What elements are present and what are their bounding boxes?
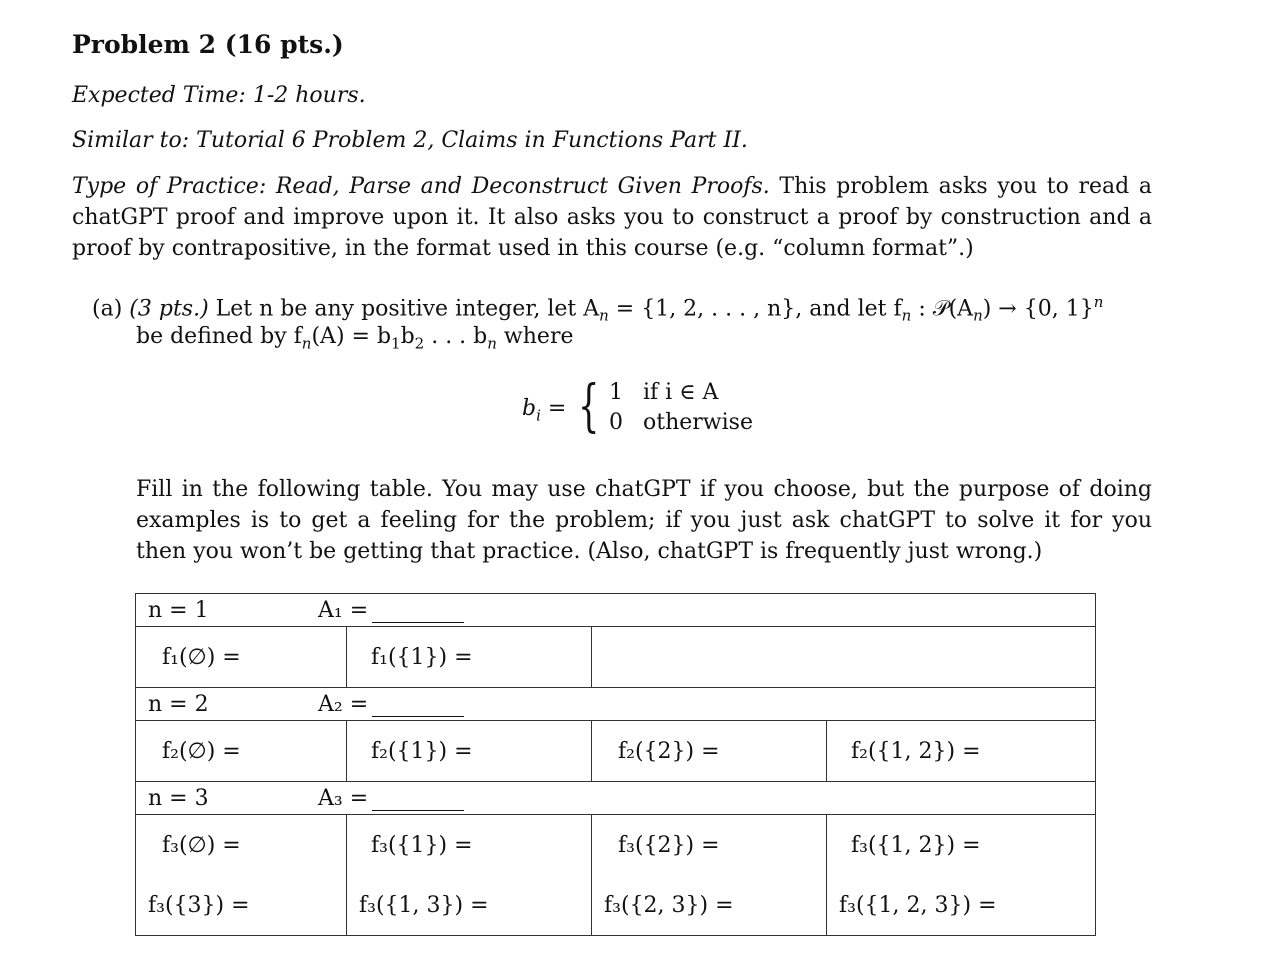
part-a-line2: be defined by $f_n(A) = b_1b_2$ . . . $b_n$ where bbox=[136, 324, 574, 353]
problem-title: Problem 2 (16 pts.) bbox=[72, 30, 344, 59]
cell-f3-1[interactable]: f₃({1}) = bbox=[347, 815, 592, 876]
part-a-line2-b: (A) = b bbox=[311, 324, 392, 349]
part-a-text-3: : 𝒫(A bbox=[911, 296, 974, 322]
cell-f2-12[interactable]: f₂({1, 2}) = bbox=[827, 721, 1096, 782]
cell-f3-13[interactable]: f₃({1, 3}) = bbox=[347, 875, 592, 936]
table-row bbox=[136, 815, 1096, 876]
cell-f1-empty[interactable]: f₁(∅) = bbox=[136, 627, 347, 688]
table-row bbox=[136, 875, 1096, 936]
a3-label: A₃ = bbox=[318, 785, 369, 811]
a3-blank[interactable] bbox=[372, 790, 464, 811]
left-brace: { bbox=[578, 374, 600, 439]
part-a-text-1: Let n be any positive integer, let A bbox=[215, 296, 600, 322]
cell-empty bbox=[592, 627, 1096, 688]
table-row bbox=[136, 594, 1096, 627]
cell-f3-23[interactable]: f₃({2, 3}) = bbox=[592, 875, 827, 936]
cell-f3-12[interactable]: f₃({1, 2}) = bbox=[827, 815, 1096, 876]
a1-label: A₁ = bbox=[318, 597, 369, 623]
cell-f2-empty[interactable]: f₂(∅) = bbox=[136, 721, 347, 782]
practice-label: Type of Practice: Read, Parse and Deconstruct Given Proofs. bbox=[72, 174, 770, 199]
part-a-line1: (a) (3 pts.) Let n be any positive integer, let $A_n = \{1$, 2, . . . , n}, and let $f_n$ : $𝒫(A_n) \to \{0$, 1}$^n$ bbox=[92, 293, 1104, 325]
part-a-label: (a) bbox=[92, 296, 123, 322]
n1-label: n = 1 bbox=[148, 597, 209, 623]
table-row bbox=[136, 721, 1096, 782]
case1-value: 1 bbox=[609, 380, 623, 405]
n3-label: n = 3 bbox=[148, 785, 209, 811]
a1-blank[interactable] bbox=[372, 602, 464, 623]
similar-to: Similar to: Tutorial 6 Problem 2, Claims in Functions Part II. bbox=[72, 128, 748, 153]
a2-blank[interactable] bbox=[372, 696, 464, 717]
part-a-points: (3 pts.) bbox=[129, 296, 209, 322]
a2-label: A₂ = bbox=[318, 691, 369, 717]
cell-f3-2[interactable]: f₃({2}) = bbox=[592, 815, 827, 876]
case2-condition: otherwise bbox=[643, 410, 753, 435]
piecewise-lhs: $b_i$ = bbox=[522, 396, 567, 425]
fill-instructions: Fill in the following table. You may use chatGPT if you choose, but the purpose of doing examples is to get a feeling for the problem; if you just ask chatGPT to solve it for you then you won’t be getting that practice. (Also, chatGPT is frequently just wrong.) bbox=[136, 477, 1152, 564]
table-row bbox=[136, 627, 1096, 688]
answer-table bbox=[135, 593, 1096, 936]
practice-text: This problem asks you to read a chatGPT proof and improve upon it. It also asks you to construct a proof by construction and a proof by contrapositive, in the format used in this course (e.g. “column format”.) bbox=[72, 174, 1152, 261]
practice-paragraph bbox=[72, 171, 1152, 264]
cell-f2-1[interactable]: f₂({1}) = bbox=[347, 721, 592, 782]
cell-f3-empty[interactable]: f₃(∅) = bbox=[136, 815, 347, 876]
part-a-line2-e: where bbox=[496, 324, 574, 349]
header-n3 bbox=[136, 782, 1096, 815]
n2-label: n = 2 bbox=[148, 691, 209, 717]
header-n2 bbox=[136, 688, 1096, 721]
table-row bbox=[136, 688, 1096, 721]
part-a-text-2: = {1, 2, . . . , n}, and let f bbox=[608, 296, 902, 322]
header-n1 bbox=[136, 594, 1096, 627]
part-a-line2-c: b bbox=[400, 324, 415, 349]
part-a-text-4: ) → {0, 1} bbox=[982, 296, 1094, 322]
expected-time: Expected Time: 1-2 hours. bbox=[72, 83, 366, 108]
cell-f1-1[interactable]: f₁({1}) = bbox=[347, 627, 592, 688]
part-a-line2-d: . . . b bbox=[424, 324, 488, 349]
table-row bbox=[136, 782, 1096, 815]
case2-value: 0 bbox=[609, 410, 623, 435]
cell-f3-3[interactable]: f₃({3}) = bbox=[136, 875, 347, 936]
cell-f3-123[interactable]: f₃({1, 2, 3}) = bbox=[827, 875, 1096, 936]
part-a-line2-a: be defined by f bbox=[136, 324, 302, 349]
cell-f2-2[interactable]: f₂({2}) = bbox=[592, 721, 827, 782]
case1-condition: if i ∈ A bbox=[643, 380, 719, 405]
